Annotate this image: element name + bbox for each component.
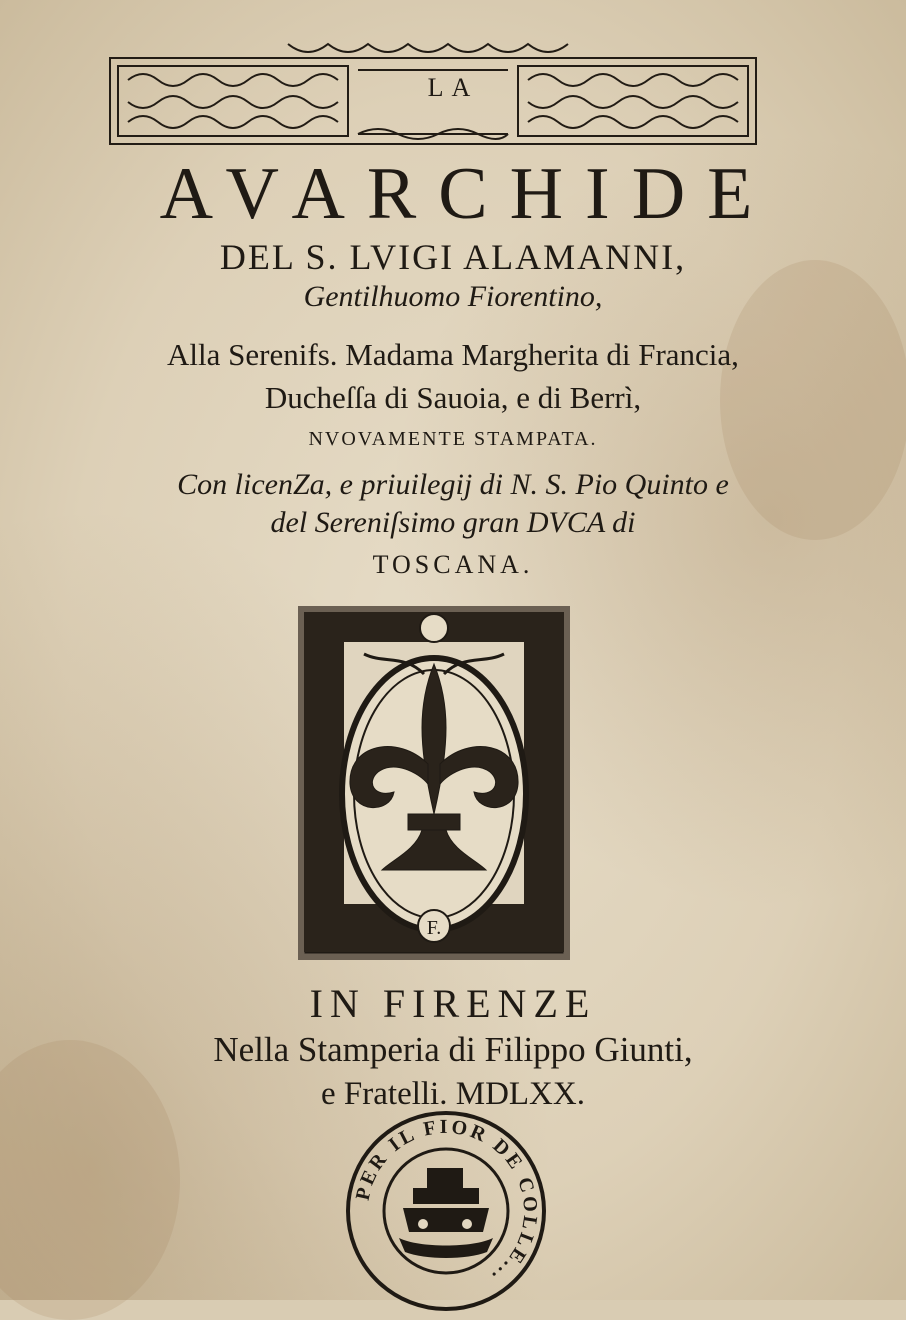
license-line-2: del Sereniſsimo gran DVCA di bbox=[270, 506, 636, 539]
title-article: LA bbox=[427, 73, 479, 102]
printers-device-fleur-de-lis-icon bbox=[296, 604, 572, 962]
device-initial: F. bbox=[426, 917, 442, 939]
license-line-1: Con licenZa, e priuilegij di N. S. Pio Quinto e bbox=[177, 468, 729, 501]
place-of-publication: IN FIRENZE bbox=[309, 981, 597, 1026]
author-line: DEL S. LVIGI ALAMANNI, bbox=[219, 237, 687, 277]
license-line-3: TOSCANA. bbox=[372, 550, 534, 579]
stamp-lettering: PER IL FIOR DE COLLE... bbox=[351, 1115, 542, 1291]
printer-line-2: e Fratelli. MDLXX. bbox=[321, 1076, 585, 1112]
author-note: Gentilhuomo Fiorentino, bbox=[303, 280, 603, 313]
dedication-line-2: Ducheſſa di Sauoia, e di Berrì, bbox=[264, 380, 642, 415]
edition-note: NVOVAMENTE STAMPATA. bbox=[308, 428, 598, 450]
dedication-line-1: Alla Serenifs. Madama Margherita di Francia, bbox=[167, 337, 739, 372]
book-title: AVARCHIDE bbox=[159, 153, 775, 235]
printer-line-1: Nella Stamperia di Filippo Giunti, bbox=[213, 1030, 693, 1069]
library-stamp bbox=[343, 1108, 549, 1314]
